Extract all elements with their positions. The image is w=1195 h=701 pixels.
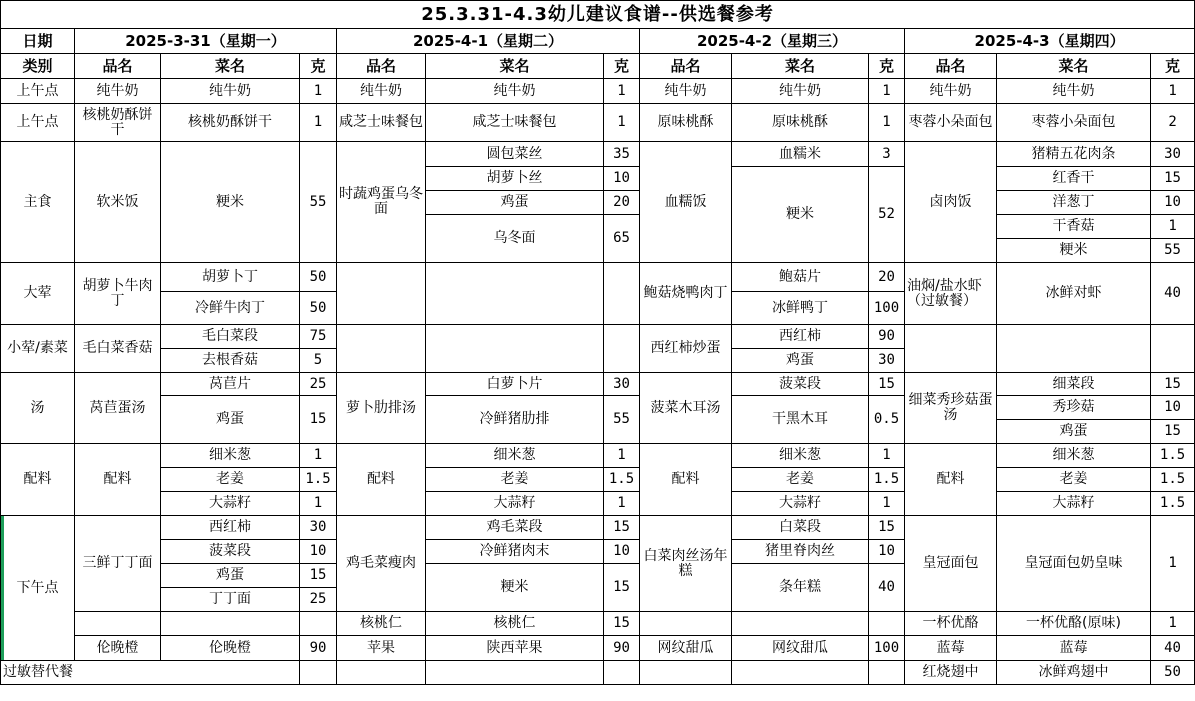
- table-row: [1, 661, 1195, 685]
- item-cell: 细米葱: [997, 444, 1151, 468]
- gram-cell: 35: [604, 142, 640, 167]
- item-cell: 血糯米: [732, 142, 869, 167]
- gram-cell: 40: [869, 564, 905, 612]
- dish-cell: 软米饭: [75, 142, 161, 263]
- item-cell: 大蒜籽: [997, 492, 1151, 516]
- gram-cell: 1: [604, 492, 640, 516]
- item-header: 菜名: [732, 54, 869, 79]
- page-title: 25.3.31-4.3幼儿建议食谱--供选餐参考: [1, 1, 1195, 29]
- item-cell: 西红柿: [732, 325, 869, 349]
- item-header: 菜名: [997, 54, 1151, 79]
- item-cell: 胡萝卜丝: [426, 167, 604, 191]
- gram-cell: 1.5: [300, 468, 337, 492]
- empty-cell: [337, 661, 426, 685]
- gram-cell: 25: [300, 373, 337, 396]
- category-label: 类别: [1, 54, 75, 79]
- gram-cell: 15: [300, 396, 337, 444]
- day-4-header: 2025-4-3（星期四）: [905, 29, 1195, 54]
- dish-cell: 鸡毛菜瘦肉: [337, 516, 426, 612]
- item-cell: 老姜: [997, 468, 1151, 492]
- gram-cell: 10: [604, 167, 640, 191]
- gram-cell: 15: [604, 516, 640, 540]
- dish-cell: 纯牛奶: [337, 79, 426, 104]
- empty-cell: [640, 612, 732, 636]
- gram-cell: 1: [1151, 612, 1195, 636]
- dish-cell: 萝卜肋排汤: [337, 373, 426, 444]
- item-cell: 蓝莓: [997, 636, 1151, 661]
- gram-cell: 65: [604, 215, 640, 263]
- item-cell: 菠菜段: [732, 373, 869, 396]
- item-cell: 西红柿: [161, 516, 300, 540]
- item-cell: 大蒜籽: [426, 492, 604, 516]
- empty-cell: [905, 325, 997, 373]
- item-cell: 冰鲜鸭丁: [732, 292, 869, 325]
- gram-header: 克: [869, 54, 905, 79]
- table-row: [1, 396, 1195, 420]
- empty-cell: [337, 263, 426, 325]
- item-cell: 胡萝卜丁: [161, 263, 300, 292]
- item-cell: 红香干: [997, 167, 1151, 191]
- gram-cell: 10: [604, 540, 640, 564]
- item-cell: 圆包菜丝: [426, 142, 604, 167]
- empty-cell: [337, 325, 426, 373]
- table-row: [1, 325, 1195, 349]
- item-cell: 鸡蛋: [732, 349, 869, 373]
- item-header: 菜名: [161, 54, 300, 79]
- item-cell: 老姜: [161, 468, 300, 492]
- gram-cell: 1: [869, 492, 905, 516]
- dish-cell: 毛白菜香菇: [75, 325, 161, 373]
- item-cell: 鸡毛菜段: [426, 516, 604, 540]
- dish-cell: 配料: [75, 444, 161, 516]
- dish-cell: 卤肉饭: [905, 142, 997, 263]
- item-cell: 细米葱: [732, 444, 869, 468]
- item-cell: 冷鲜猪肋排: [426, 396, 604, 444]
- gram-cell: 30: [869, 349, 905, 373]
- empty-cell: [426, 325, 604, 373]
- category-cell: 小荤/素菜: [1, 325, 75, 373]
- gram-header: 克: [300, 54, 337, 79]
- date-row: [1, 29, 1195, 54]
- item-cell: 秀珍菇: [997, 396, 1151, 420]
- table-row: [1, 516, 1195, 540]
- gram-cell: 1.5: [1151, 468, 1195, 492]
- gram-cell: 5: [300, 349, 337, 373]
- day-1-header: 2025-3-31（星期一）: [75, 29, 337, 54]
- table-row: [1, 612, 1195, 636]
- gram-cell: 1: [300, 79, 337, 104]
- item-cell: 猪里脊肉丝: [732, 540, 869, 564]
- item-cell: 粳米: [426, 564, 604, 612]
- empty-cell: [869, 612, 905, 636]
- dish-cell: 网纹甜瓜: [640, 636, 732, 661]
- dish-cell: 西红柿炒蛋: [640, 325, 732, 373]
- gram-cell: 30: [604, 373, 640, 396]
- gram-cell: 1: [869, 79, 905, 104]
- item-cell: 菠菜段: [161, 540, 300, 564]
- item-cell: 核桃仁: [426, 612, 604, 636]
- dish-cell: 蓝莓: [905, 636, 997, 661]
- dish-cell: 细菜秀珍菇蛋汤: [905, 373, 997, 444]
- gram-cell: 50: [300, 292, 337, 325]
- gram-cell: 20: [869, 263, 905, 292]
- gram-cell: 1.5: [604, 468, 640, 492]
- empty-cell: [732, 661, 869, 685]
- dish-cell: 配料: [905, 444, 997, 516]
- item-cell: 毛白菜段: [161, 325, 300, 349]
- table-row: [1, 636, 1195, 661]
- gram-cell: 1.5: [1151, 492, 1195, 516]
- table-row: [1, 468, 1195, 492]
- category-cell: 上午点: [1, 79, 75, 104]
- dish-cell: 血糯饭: [640, 142, 732, 263]
- gram-cell: 30: [1151, 142, 1195, 167]
- gram-cell: 10: [1151, 396, 1195, 420]
- item-cell: 鸡蛋: [161, 564, 300, 588]
- column-header-row: [1, 54, 1195, 79]
- day-3-header: 2025-4-2（星期三）: [640, 29, 905, 54]
- table-row: [1, 79, 1195, 104]
- gram-cell: 15: [1151, 373, 1195, 396]
- item-cell: 大蒜籽: [732, 492, 869, 516]
- dish-cell: 伦晚橙: [75, 636, 161, 661]
- gram-cell: 1: [869, 104, 905, 142]
- item-cell: 伦晚橙: [161, 636, 300, 661]
- gram-cell: 1: [604, 104, 640, 142]
- empty-cell: [869, 661, 905, 685]
- item-cell: 大蒜籽: [161, 492, 300, 516]
- table-row: [1, 142, 1195, 167]
- dish-cell: 菠菜木耳汤: [640, 373, 732, 444]
- gram-cell: 75: [300, 325, 337, 349]
- item-cell: 去根香菇: [161, 349, 300, 373]
- gram-cell: 1: [300, 492, 337, 516]
- table-row: [1, 263, 1195, 292]
- gram-cell: 90: [604, 636, 640, 661]
- item-cell: 鸡蛋: [161, 396, 300, 444]
- item-cell: 丁丁面: [161, 588, 300, 612]
- gram-cell: 10: [1151, 191, 1195, 215]
- dish-cell: 核桃仁: [337, 612, 426, 636]
- item-cell: 洋葱丁: [997, 191, 1151, 215]
- item-cell: 网纹甜瓜: [732, 636, 869, 661]
- gram-cell: 1: [604, 79, 640, 104]
- dish-header: 品名: [337, 54, 426, 79]
- gram-cell: 50: [300, 263, 337, 292]
- item-cell: 冷鲜牛肉丁: [161, 292, 300, 325]
- dish-header: 品名: [905, 54, 997, 79]
- dish-cell: 配料: [337, 444, 426, 516]
- empty-cell: [75, 612, 161, 636]
- dish-cell: 红烧翅中: [905, 661, 997, 685]
- empty-cell: [732, 612, 869, 636]
- item-cell: 一杯优酪(原味): [997, 612, 1151, 636]
- gram-cell: 15: [604, 564, 640, 612]
- gram-cell: 20: [604, 191, 640, 215]
- gram-cell: 40: [1151, 263, 1195, 325]
- gram-cell: 3: [869, 142, 905, 167]
- empty-cell: [161, 661, 300, 685]
- item-cell: 鸡蛋: [426, 191, 604, 215]
- table-row: [1, 373, 1195, 396]
- gram-cell: 15: [604, 612, 640, 636]
- item-cell: 核桃奶酥饼干: [161, 104, 300, 142]
- dish-cell: 莴苣蛋汤: [75, 373, 161, 444]
- item-cell: 老姜: [426, 468, 604, 492]
- gram-cell: 1: [300, 444, 337, 468]
- gram-cell: 100: [869, 636, 905, 661]
- item-cell: 陕西苹果: [426, 636, 604, 661]
- item-cell: 老姜: [732, 468, 869, 492]
- dish-cell: 胡萝卜牛肉丁: [75, 263, 161, 325]
- item-cell: 鲍菇片: [732, 263, 869, 292]
- gram-cell: 30: [300, 516, 337, 540]
- empty-cell: [604, 263, 640, 325]
- table-row: [1, 492, 1195, 516]
- gram-cell: 1: [300, 104, 337, 142]
- item-cell: 原味桃酥: [732, 104, 869, 142]
- gram-cell: 15: [869, 516, 905, 540]
- item-cell: 干黑木耳: [732, 396, 869, 444]
- gram-cell: 1: [1151, 215, 1195, 239]
- empty-cell: [426, 661, 604, 685]
- item-cell: 皇冠面包奶皇味: [997, 516, 1151, 612]
- item-cell: 纯牛奶: [161, 79, 300, 104]
- category-cell: 过敏替代餐: [1, 661, 161, 685]
- table-row: [1, 104, 1195, 142]
- item-cell: 白萝卜片: [426, 373, 604, 396]
- dish-cell: 皇冠面包: [905, 516, 997, 612]
- gram-cell: 55: [300, 142, 337, 263]
- category-cell: 大荤: [1, 263, 75, 325]
- gram-cell: 25: [300, 588, 337, 612]
- dish-cell: 鲍菇烧鸭肉丁: [640, 263, 732, 325]
- dish-cell: 苹果: [337, 636, 426, 661]
- date-label: 日期: [1, 29, 75, 54]
- item-cell: 粳米: [732, 167, 869, 263]
- empty-cell: [604, 325, 640, 373]
- gram-cell: 100: [869, 292, 905, 325]
- category-cell: 配料: [1, 444, 75, 516]
- empty-cell: [426, 263, 604, 325]
- dish-cell: 白菜肉丝汤年糕: [640, 516, 732, 612]
- item-cell: 猪精五花肉条: [997, 142, 1151, 167]
- empty-cell: [300, 661, 337, 685]
- dish-cell: 三鲜丁丁面: [75, 516, 161, 612]
- gram-cell: 50: [1151, 661, 1195, 685]
- item-cell: 粳米: [997, 239, 1151, 263]
- item-cell: 干香菇: [997, 215, 1151, 239]
- gram-cell: 90: [869, 325, 905, 349]
- dish-cell: 纯牛奶: [75, 79, 161, 104]
- item-cell: 纯牛奶: [732, 79, 869, 104]
- gram-header: 克: [1151, 54, 1195, 79]
- item-cell: 白菜段: [732, 516, 869, 540]
- dish-cell: 纯牛奶: [905, 79, 997, 104]
- gram-cell: 1: [1151, 516, 1195, 612]
- item-cell: 冰鲜对虾: [997, 263, 1151, 325]
- item-cell: 莴苣片: [161, 373, 300, 396]
- gram-cell: 15: [300, 564, 337, 588]
- dish-cell: 一杯优酪: [905, 612, 997, 636]
- item-cell: 乌冬面: [426, 215, 604, 263]
- gram-header: 克: [604, 54, 640, 79]
- gram-cell: 52: [869, 167, 905, 263]
- gram-cell: 10: [300, 540, 337, 564]
- item-cell: 鸡蛋: [997, 420, 1151, 444]
- item-cell: 条年糕: [732, 564, 869, 612]
- dish-cell: 原味桃酥: [640, 104, 732, 142]
- gram-cell: 1: [604, 444, 640, 468]
- gram-cell: 1: [869, 444, 905, 468]
- item-cell: 纯牛奶: [426, 79, 604, 104]
- empty-cell: [1151, 325, 1195, 373]
- gram-cell: 0.5: [869, 396, 905, 444]
- category-cell: 汤: [1, 373, 75, 444]
- gram-cell: 1.5: [869, 468, 905, 492]
- dish-cell: 核桃奶酥饼干: [75, 104, 161, 142]
- empty-cell: [161, 612, 300, 636]
- item-cell: 细米葱: [426, 444, 604, 468]
- table-row: [1, 444, 1195, 468]
- category-cell: 主食: [1, 142, 75, 263]
- empty-cell: [300, 612, 337, 636]
- item-header: 菜名: [426, 54, 604, 79]
- item-cell: 细菜段: [997, 373, 1151, 396]
- gram-cell: 15: [869, 373, 905, 396]
- category-cell: 下午点: [1, 516, 75, 661]
- empty-cell: [640, 661, 732, 685]
- item-cell: 冰鲜鸡翅中: [997, 661, 1151, 685]
- item-cell: 枣蓉小朵面包: [997, 104, 1151, 142]
- dish-header: 品名: [640, 54, 732, 79]
- item-cell: 咸芝士味餐包: [426, 104, 604, 142]
- gram-cell: 55: [604, 396, 640, 444]
- dish-cell: 配料: [640, 444, 732, 516]
- dish-cell: 时蔬鸡蛋乌冬面: [337, 142, 426, 263]
- dish-cell: 咸芝士味餐包: [337, 104, 426, 142]
- gram-cell: 15: [1151, 420, 1195, 444]
- item-cell: 细米葱: [161, 444, 300, 468]
- empty-cell: [997, 325, 1151, 373]
- gram-cell: 10: [869, 540, 905, 564]
- item-cell: 粳米: [161, 142, 300, 263]
- category-cell: 上午点: [1, 104, 75, 142]
- dish-cell: 油焖/盐水虾（过敏餐）: [905, 263, 997, 325]
- gram-cell: 55: [1151, 239, 1195, 263]
- gram-cell: 15: [1151, 167, 1195, 191]
- dish-cell: 枣蓉小朵面包: [905, 104, 997, 142]
- dish-header: 品名: [75, 54, 161, 79]
- gram-cell: 40: [1151, 636, 1195, 661]
- day-2-header: 2025-4-1（星期二）: [337, 29, 640, 54]
- gram-cell: 1: [1151, 79, 1195, 104]
- dish-cell: 纯牛奶: [640, 79, 732, 104]
- gram-cell: 2: [1151, 104, 1195, 142]
- item-cell: 冷鲜猪肉末: [426, 540, 604, 564]
- gram-cell: 1.5: [1151, 444, 1195, 468]
- gram-cell: 90: [300, 636, 337, 661]
- empty-cell: [604, 661, 640, 685]
- item-cell: 纯牛奶: [997, 79, 1151, 104]
